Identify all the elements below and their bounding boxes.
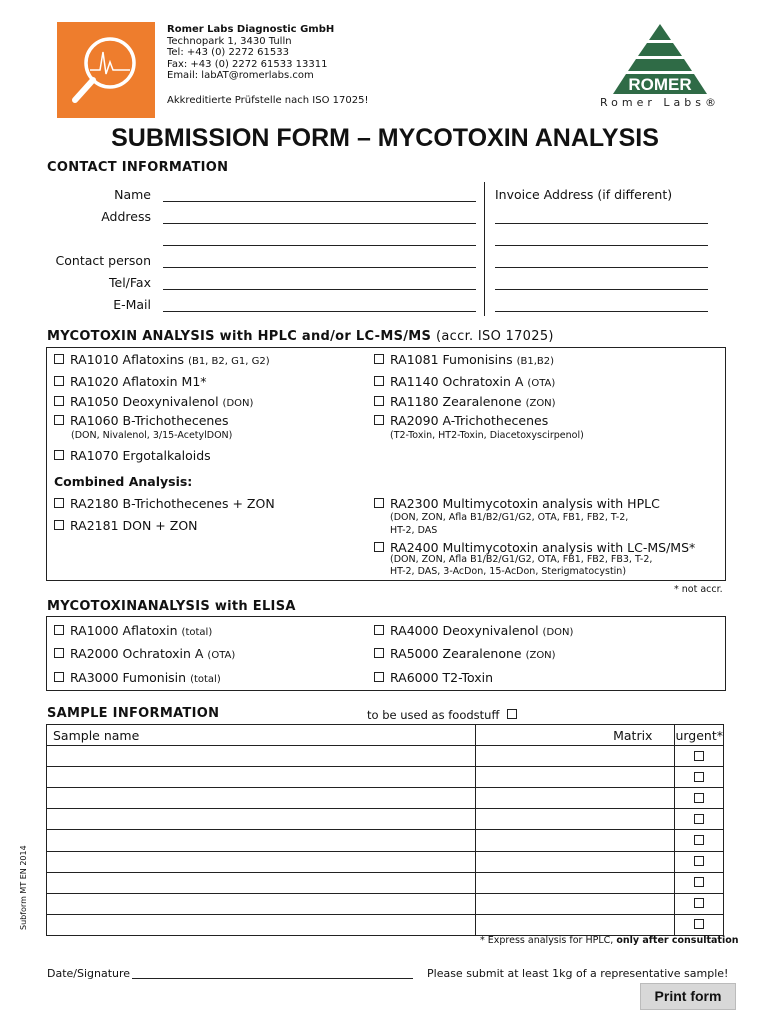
invoice-field-3[interactable] <box>495 267 708 268</box>
sample-heading: SAMPLE INFORMATION <box>47 706 220 721</box>
urgent-checkbox[interactable] <box>694 919 704 929</box>
checkbox[interactable] <box>374 415 384 425</box>
ra2400-note-1: (DON, ZON, Afla B1/B2/G1/G2, OTA, FB1, FB2, FB3, T-2, <box>390 554 653 565</box>
checkbox[interactable] <box>54 648 64 658</box>
invoice-field-2[interactable] <box>495 245 708 246</box>
matrix-cell[interactable] <box>476 872 675 893</box>
contact-divider <box>484 182 485 316</box>
checkbox[interactable] <box>374 625 384 635</box>
sample-name-cell[interactable] <box>47 788 476 809</box>
urgent-cell[interactable] <box>675 914 724 935</box>
express-note: * Express analysis for HPLC, only after consultation <box>480 935 739 946</box>
invoice-address-label: Invoice Address (if different) <box>495 187 673 202</box>
table-header-row <box>47 725 724 746</box>
checkbox[interactable] <box>374 498 384 508</box>
name-label: Name <box>114 187 151 202</box>
telfax-field[interactable] <box>163 289 476 290</box>
table-row[interactable] <box>47 893 724 914</box>
hplc-option-ra1060[interactable]: RA1060 B-Trichothecenes <box>54 413 229 428</box>
elisa-option-ra5000[interactable]: RA5000 Zearalenone (ZON) <box>374 646 556 661</box>
ra2300-note-2: HT-2, DAS <box>390 525 438 536</box>
urgent-cell[interactable] <box>675 872 724 893</box>
elisa-option-ra2000[interactable]: RA2000 Ochratoxin A (OTA) <box>54 646 235 661</box>
matrix-cell[interactable] <box>476 914 675 935</box>
foodstuff-option[interactable]: to be used as foodstuff <box>367 708 523 722</box>
urgent-checkbox[interactable] <box>694 814 704 824</box>
checkbox[interactable] <box>54 450 64 460</box>
urgent-checkbox[interactable] <box>694 751 704 761</box>
ra2400-note-2: HT-2, DAS, 3-AcDon, 15-AcDon, Sterigmatocystin) <box>390 566 627 577</box>
checkbox[interactable] <box>507 709 517 719</box>
invoice-field-4[interactable] <box>495 289 708 290</box>
print-form-button[interactable]: Print form <box>640 983 736 1010</box>
matrix-cell[interactable] <box>476 767 675 788</box>
urgent-cell[interactable] <box>675 788 724 809</box>
lab-logo <box>57 22 155 118</box>
urgent-checkbox[interactable] <box>694 877 704 887</box>
submit-note: Please submit at least 1kg of a representative sample! <box>427 967 729 980</box>
urgent-checkbox[interactable] <box>694 835 704 845</box>
address-label: Address <box>101 209 151 224</box>
checkbox[interactable] <box>374 354 384 364</box>
checkbox[interactable] <box>54 520 64 530</box>
checkbox[interactable] <box>374 376 384 386</box>
elisa-option-ra1000[interactable]: RA1000 Aflatoxin (total) <box>54 623 212 638</box>
hplc-heading: MYCOTOXIN ANALYSIS with HPLC and/or LC-MS/MS (accr. ISO 17025) <box>47 329 554 344</box>
table-row[interactable] <box>47 746 724 767</box>
sample-table <box>46 724 724 936</box>
contact-heading: CONTACT INFORMATION <box>47 160 229 175</box>
brand-logo-text: ROMER <box>628 75 692 94</box>
brand-subtitle: Romer Labs® <box>600 96 720 109</box>
sample-name-cell[interactable] <box>47 914 476 935</box>
checkbox[interactable] <box>374 396 384 406</box>
urgent-cell[interactable] <box>675 767 724 788</box>
matrix-cell[interactable] <box>476 893 675 914</box>
company-address: Romer Labs Diagnostic GmbH Technopark 1, 3430 Tulln Tel: +43 (0) 2272 61533 Fax: +43 (0) 2272 61533 13311 Email: labAT@romerlabs.com <box>167 24 335 81</box>
hplc-option-ra2181[interactable]: RA2181 DON + ZON <box>54 518 198 533</box>
table-row[interactable] <box>47 872 724 893</box>
table-row[interactable] <box>47 809 724 830</box>
email-field[interactable] <box>163 311 476 312</box>
urgent-checkbox[interactable] <box>694 898 704 908</box>
date-signature-label: Date/Signature <box>47 967 131 980</box>
table-row[interactable] <box>47 788 724 809</box>
elisa-option-ra4000[interactable]: RA4000 Deoxynivalenol (DON) <box>374 623 573 638</box>
table-row[interactable] <box>47 851 724 872</box>
hplc-option-ra1070[interactable]: RA1070 Ergotalkaloids <box>54 448 211 463</box>
col-matrix: Matrix <box>476 725 675 746</box>
elisa-heading: MYCOTOXINANALYSIS with ELISA <box>47 599 296 614</box>
date-signature-field[interactable] <box>132 978 413 979</box>
checkbox[interactable] <box>54 354 64 364</box>
matrix-cell[interactable] <box>476 830 675 851</box>
hplc-option-ra1140[interactable]: RA1140 Ochratoxin A (OTA) <box>374 374 555 389</box>
checkbox[interactable] <box>54 415 64 425</box>
matrix-cell[interactable] <box>476 809 675 830</box>
checkbox[interactable] <box>54 376 64 386</box>
hplc-option-ra1020[interactable]: RA1020 Aflatoxin M1* <box>54 374 207 389</box>
not-accredited-footnote: * not accr. <box>674 584 723 595</box>
ra2300-note-1: (DON, ZON, Afla B1/B2/G1/G2, OTA, FB1, FB2, T-2, <box>390 512 629 523</box>
contact-person-label: Contact person <box>55 253 151 268</box>
address-field-1[interactable] <box>163 223 476 224</box>
matrix-cell[interactable] <box>476 851 675 872</box>
elisa-option-ra6000[interactable]: RA6000 T2-Toxin <box>374 670 493 685</box>
telfax-label: Tel/Fax <box>109 275 151 290</box>
elisa-option-ra3000[interactable]: RA3000 Fumonisin (total) <box>54 670 221 685</box>
hplc-option-ra1180[interactable]: RA1180 Zearalenone (ZON) <box>374 394 556 409</box>
hplc-option-ra2300[interactable]: RA2300 Multimycotoxin analysis with HPLC <box>374 496 660 511</box>
ra2090-note: (T2-Toxin, HT2-Toxin, Diacetoxyscirpenol) <box>390 430 584 441</box>
accreditation-text: Akkreditierte Prüfstelle nach ISO 17025! <box>167 95 369 106</box>
hplc-option-ra1050[interactable]: RA1050 Deoxynivalenol (DON) <box>54 394 253 409</box>
urgent-checkbox[interactable] <box>694 772 704 782</box>
checkbox[interactable] <box>54 625 64 635</box>
sample-name-cell[interactable] <box>47 893 476 914</box>
col-sample-name: Sample name <box>47 725 476 746</box>
form-code: Subform MT EN 2014 <box>19 845 28 930</box>
sample-name-cell[interactable] <box>47 830 476 851</box>
contact-person-field[interactable] <box>163 267 476 268</box>
sample-name-cell[interactable] <box>47 851 476 872</box>
invoice-field-5[interactable] <box>495 311 708 312</box>
sample-name-cell[interactable] <box>47 872 476 893</box>
combined-heading: Combined Analysis: <box>54 474 193 489</box>
table-row[interactable] <box>47 914 724 935</box>
sample-name-cell[interactable] <box>47 767 476 788</box>
urgent-checkbox[interactable] <box>694 856 704 866</box>
matrix-cell[interactable] <box>476 788 675 809</box>
urgent-cell[interactable] <box>675 851 724 872</box>
matrix-cell[interactable] <box>476 746 675 767</box>
address-field-2[interactable] <box>163 245 476 246</box>
hplc-option-ra1081[interactable]: RA1081 Fumonisins (B1,B2) <box>374 352 554 367</box>
urgent-cell[interactable] <box>675 809 724 830</box>
name-field[interactable] <box>163 201 476 202</box>
email-label: E-Mail <box>113 297 151 312</box>
page-title: SUBMISSION FORM – MYCOTOXIN ANALYSIS <box>111 124 659 152</box>
hplc-option-ra2090[interactable]: RA2090 A-Trichothecenes <box>374 413 548 428</box>
invoice-field-1[interactable] <box>495 223 708 224</box>
checkbox[interactable] <box>374 648 384 658</box>
urgent-cell[interactable] <box>675 746 724 767</box>
sample-name-cell[interactable] <box>47 746 476 767</box>
checkbox[interactable] <box>374 542 384 552</box>
checkbox[interactable] <box>54 396 64 406</box>
col-urgent: urgent* <box>675 725 724 746</box>
urgent-checkbox[interactable] <box>694 793 704 803</box>
checkbox[interactable] <box>54 672 64 682</box>
ra1060-note: (DON, Nivalenol, 3/15-AcetylDON) <box>71 430 233 441</box>
urgent-cell[interactable] <box>675 893 724 914</box>
table-row[interactable] <box>47 767 724 788</box>
hplc-option-ra2180[interactable]: RA2180 B-Trichothecenes + ZON <box>54 496 275 511</box>
checkbox[interactable] <box>374 672 384 682</box>
hplc-option-ra1010[interactable]: RA1010 Aflatoxins (B1, B2, G1, G2) <box>54 352 270 367</box>
checkbox[interactable] <box>54 498 64 508</box>
sample-name-cell[interactable] <box>47 809 476 830</box>
urgent-cell[interactable] <box>675 830 724 851</box>
table-row[interactable] <box>47 830 724 851</box>
hplc-option-ra2400[interactable]: RA2400 Multimycotoxin analysis with LC-MS/MS* <box>374 540 695 555</box>
